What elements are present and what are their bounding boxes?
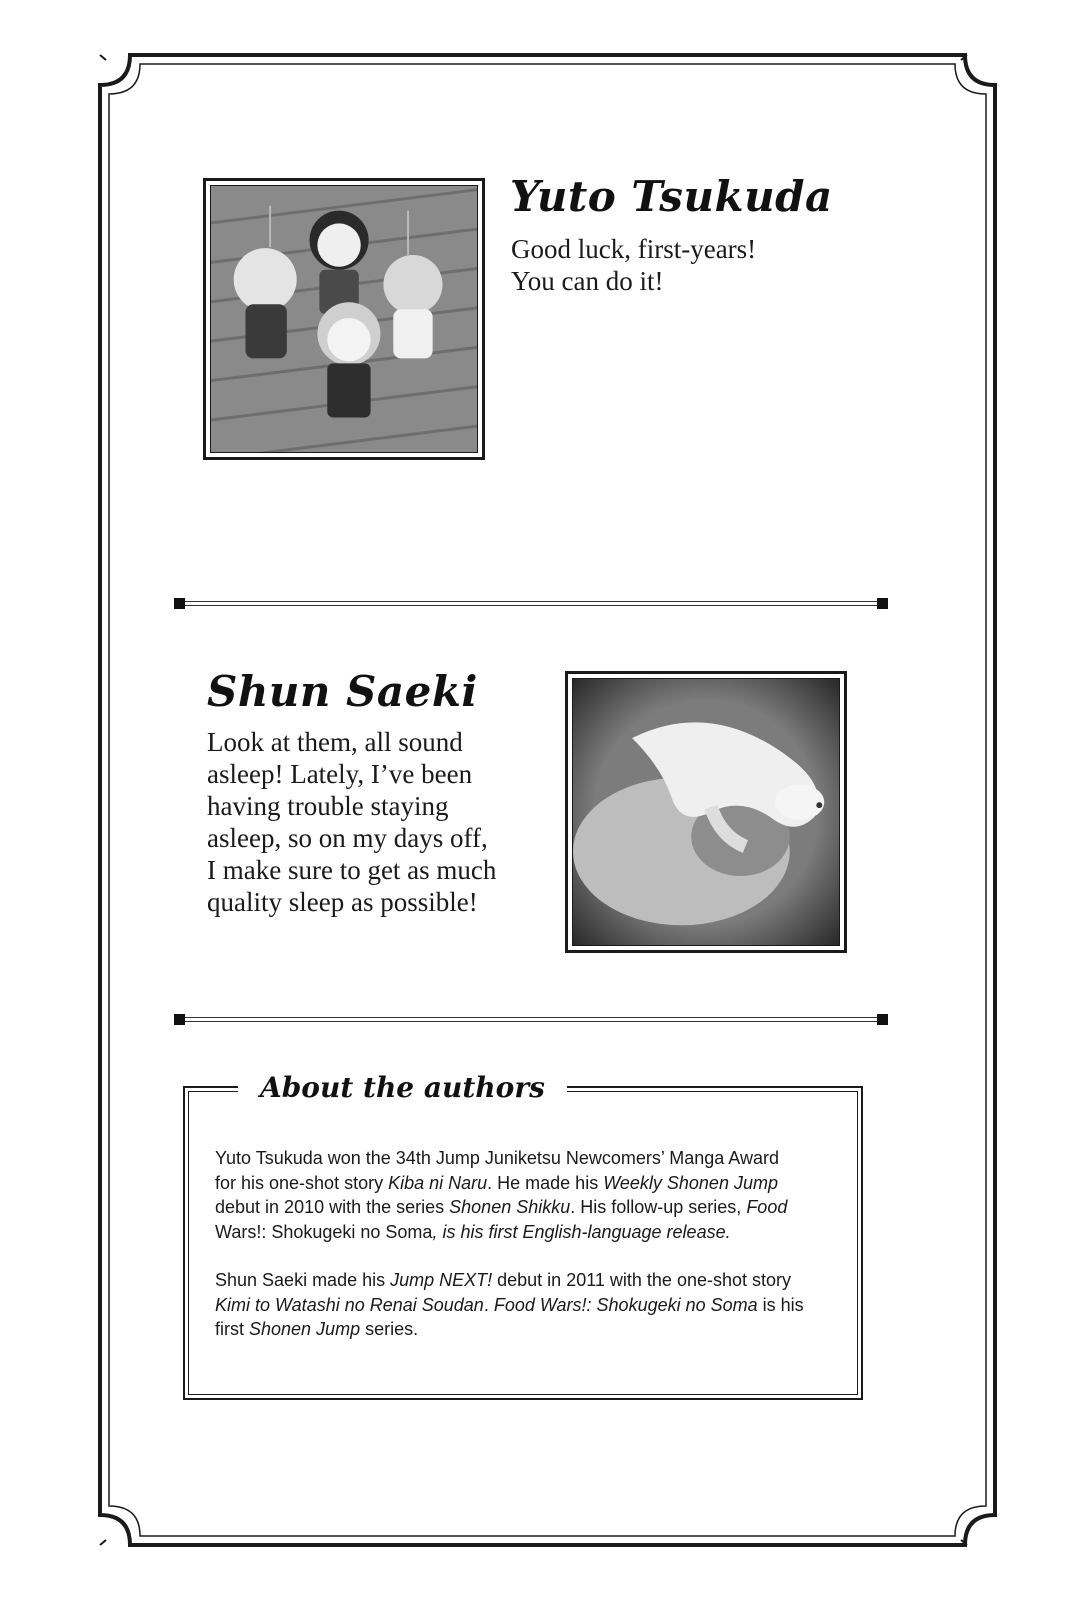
italic-title: Food Wars!: Shokugeki no Soma [493,1294,758,1315]
italic-title: Food [746,1197,788,1217]
text-run: . [483,1294,494,1315]
paragraph-line [215,1171,835,1196]
message-line: Good luck, first-years! [511,234,757,264]
figurines-photo-icon [211,186,477,452]
author2-message [207,726,496,918]
section-divider [174,1014,888,1026]
italic-title: Jump NEXT! [390,1270,493,1290]
paragraph-line [215,1293,835,1318]
author1-name: Yuto Tsukuda [510,172,833,221]
italic-title: Kiba ni Naru [388,1172,488,1193]
paragraph-line [215,1268,835,1293]
italic-title: Shonen Shikku [449,1197,571,1217]
message-line: asleep, so on my days off, [207,823,488,853]
author1-photo [203,178,485,460]
text-run: debut in 2011 with the one-shot story [492,1270,791,1290]
message-line: quality sleep as possible! [207,887,478,917]
text-run: Shun Saeki made his [215,1270,391,1290]
about-paragraph-yuto [215,1146,835,1244]
italic-title: , is his first English-language release. [432,1221,731,1242]
author2-photo [565,671,847,953]
italic-title: Weekly Shonen Jump [603,1172,778,1193]
author2-name: Shun Saeki [207,667,478,716]
text-run: first [215,1319,249,1339]
message-line: having trouble staying [207,791,449,821]
message-line: asleep! Lately, I’ve been [207,759,473,789]
ferrets-photo-icon [573,679,839,945]
text-run: debut in 2010 with the series [215,1197,450,1217]
message-line: You can do it! [511,266,664,296]
text-run: is his [757,1294,804,1315]
italic-title: Kimi to Watashi no Renai Soudan [215,1294,484,1315]
paragraph-line [215,1195,835,1220]
paragraph-line [215,1220,835,1245]
text-run: . He made his [487,1172,604,1193]
paragraph-line [215,1146,835,1171]
text-run: Yuto Tsukuda won the 34th Jump Juniketsu Newcomers’ Manga Award [215,1148,779,1168]
message-line: Look at them, all sound [207,727,463,757]
text-run: Wars!: Shokugeki no Soma [215,1221,433,1242]
paragraph-line [215,1317,835,1342]
text-run: . His follow-up series, [570,1197,747,1217]
section-divider [174,598,888,610]
text-run: for his one-shot story [215,1172,389,1193]
author1-message [511,233,756,297]
about-paragraph-shun [215,1268,835,1342]
about-title: About the authors [238,1068,567,1108]
message-line: I make sure to get as much [207,855,497,885]
text-run: series. [360,1319,419,1339]
italic-title: Shonen Jump [249,1319,361,1339]
